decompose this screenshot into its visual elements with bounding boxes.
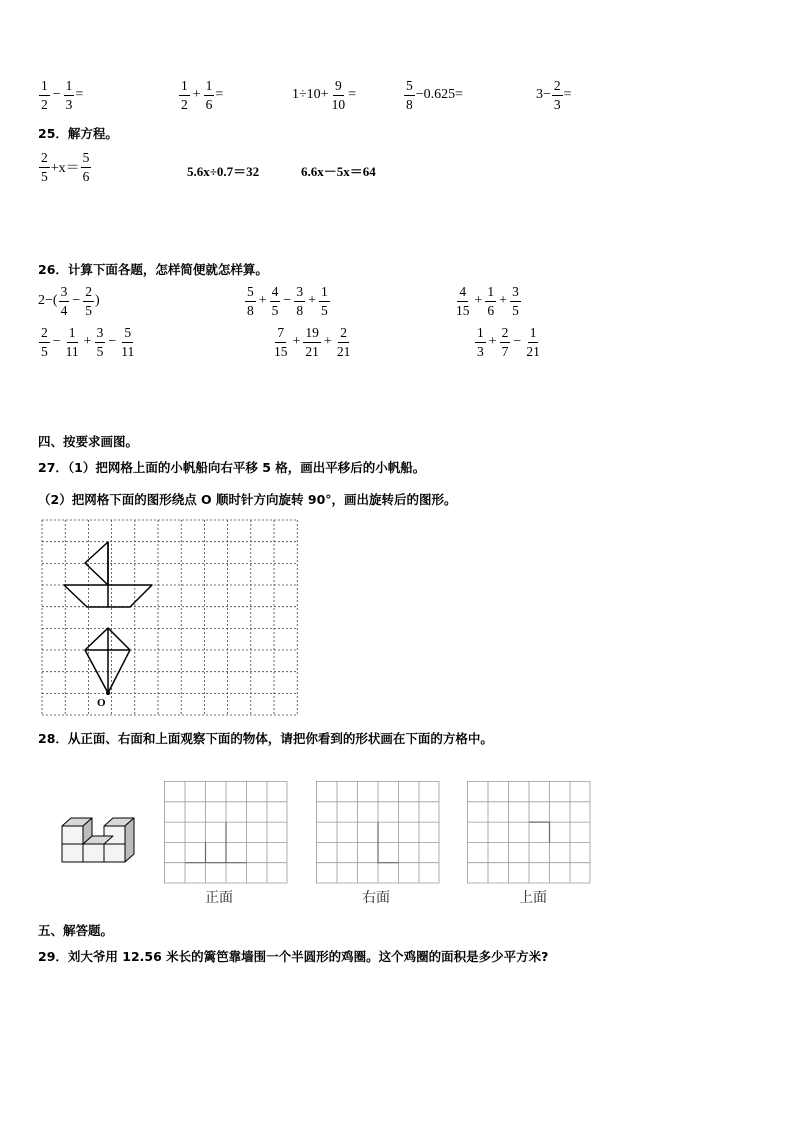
operator: + [499,293,508,308]
denominator: 8 [296,302,304,318]
numerator: 2 [500,326,511,343]
calc-1 [38,79,83,111]
operator: − [513,334,522,349]
fraction [39,151,50,183]
numerator: 1 [67,326,78,343]
question-28-title: 28．从正面、右面和上面观察下面的物体，请把你看到的形状画在下面的方格中。 [38,731,493,746]
numerator: 3 [95,326,106,343]
denominator: 5 [41,168,48,184]
fraction [179,79,190,111]
denominator: 8 [247,302,254,318]
fraction [64,326,81,358]
operator: + [258,293,267,308]
top-view-label: 上面 [519,890,547,906]
numerator: 7 [275,326,286,343]
operator: − [52,87,61,102]
operator: + [474,293,483,308]
operator: + [192,87,201,102]
denominator: 4 [60,302,68,318]
expression-prefix: 3− [536,87,551,102]
numerator: 1 [179,79,190,96]
operator: + [488,334,497,349]
denominator: 3 [477,343,484,359]
fraction [64,79,75,111]
denominator: 6 [487,302,495,318]
simplify-expr-6 [474,326,543,358]
fraction [510,285,521,317]
fraction [95,326,106,358]
numerator: 1 [528,326,539,343]
denominator: 5 [41,343,48,359]
numerator: 1 [39,79,50,96]
denominator: 15 [456,302,470,318]
denominator: 5 [320,302,328,318]
numerator: 1 [64,79,75,96]
fraction [272,326,290,358]
fraction [81,151,92,183]
denominator: 6 [205,96,213,112]
numerator: 4 [457,285,468,302]
fraction [475,326,486,358]
operator: + [323,334,332,349]
expression-suffix: −0.625 [415,87,456,102]
fraction [500,326,511,358]
fraction [59,285,70,317]
numerator: 2 [39,326,50,343]
equals-sign: = [215,87,224,102]
calc-5 [536,79,572,111]
numerator: 2 [338,326,349,343]
numerator: 1 [475,326,486,343]
right-view-grid[interactable] [316,781,440,885]
question-27-part-1: 27．（1）把网格上面的小帆船向右平移 5 格，画出平移后的小帆船。 [38,460,426,475]
fraction [485,285,496,317]
simplify-expr-2 [244,285,331,317]
right-view-label: 右面 [362,890,390,906]
denominator: 15 [274,343,288,359]
denominator: 2 [41,96,48,112]
simplify-expr-1 [38,285,100,317]
operator: − [52,334,61,349]
simplify-expr-4 [38,326,137,358]
denominator: 2 [181,96,188,112]
numerator: 5 [122,326,133,343]
fraction [39,79,50,111]
numerator: 4 [270,285,281,302]
fraction [39,326,50,358]
fraction [294,285,305,317]
expression-prefix: 2−( [38,293,58,308]
fraction [330,79,348,111]
numerator: 3 [510,285,521,302]
numerator: 1 [319,285,330,302]
equation-3: 6.6x－5x＝64 [301,164,376,179]
expression-suffix: ) [94,293,100,308]
operator: + [83,334,92,349]
simplify-expr-3 [453,285,522,317]
equation-2: 5.6x÷0.7＝32 [187,164,260,179]
fraction [83,285,94,317]
denominator: 21 [526,343,540,359]
numerator: 1 [485,285,496,302]
denominator: 5 [96,343,104,359]
sailboat-figure [64,542,152,607]
fraction [245,285,256,317]
calc-2 [178,79,223,111]
operator: − [72,293,81,308]
fraction [454,285,472,317]
simplify-expr-5 [271,326,353,358]
denominator: 11 [65,343,79,359]
equation-middle: +x＝ [50,161,80,176]
point-o-marker [106,691,110,695]
top-view-outline [529,822,550,842]
front-view-label: 正面 [205,890,233,906]
numerator: 2 [83,285,94,302]
operator: − [283,293,292,308]
denominator: 6 [82,168,90,184]
numerator: 2 [552,79,563,96]
numerator: 9 [333,79,344,96]
fraction [335,326,353,358]
denominator: 7 [501,343,509,359]
question-26-title: 26．计算下面各题，怎样简便就怎样算。 [38,262,268,277]
numerator: 5 [404,79,415,96]
expression-prefix: 1÷10+ [292,87,329,102]
section-4-heading: 四、按要求画图。 [38,434,139,449]
calc-3 [292,79,356,111]
denominator: 21 [305,343,319,359]
front-view-grid[interactable] [164,781,288,885]
operator: − [108,334,117,349]
denominator: 8 [406,96,413,112]
numerator: 19 [303,326,321,343]
fraction [552,79,563,111]
cube-stack-figure [62,815,154,875]
drawing-grid[interactable] [42,520,304,718]
fraction [204,79,215,111]
question-27-part-2: （2）把网格下面的图形绕点 O 顺时针方向旋转 90°，画出旋转后的图形。 [38,492,457,507]
equals-sign: = [75,87,84,102]
numerator: 2 [39,151,50,168]
denominator: 21 [336,343,351,359]
numerator: 3 [59,285,70,302]
point-o-label: O [97,697,106,709]
fraction [524,326,542,358]
denominator: 5 [85,302,92,318]
equals-sign: = [455,87,464,102]
fraction [404,79,415,111]
numerator: 5 [245,285,256,302]
operator: + [308,293,316,308]
fraction [303,326,321,358]
grid-lines [42,520,297,715]
fraction [119,326,136,358]
denominator: 10 [331,96,346,112]
fraction [270,285,281,317]
question-25-title: 25．解方程。 [38,126,118,141]
operator: + [292,334,301,349]
denominator: 5 [271,302,279,318]
denominator: 3 [553,96,561,112]
top-view-grid[interactable] [467,781,591,885]
numerator: 3 [294,285,305,302]
denominator: 5 [512,302,519,318]
numerator: 5 [81,151,92,168]
equals-sign: = [563,87,572,102]
denominator: 11 [121,343,135,359]
kite-figure [85,628,130,693]
equation-1 [38,151,92,183]
question-29: 29．刘大爷用 12.56 米长的篱笆靠墙围一个半圆形的鸡圈。这个鸡圈的面积是多少平方米? [38,949,549,964]
numerator: 1 [204,79,215,96]
equals-sign: = [348,87,356,102]
fraction [319,285,330,317]
calc-4 [403,79,463,111]
section-5-heading: 五、解答题。 [38,923,114,938]
denominator: 3 [65,96,73,112]
